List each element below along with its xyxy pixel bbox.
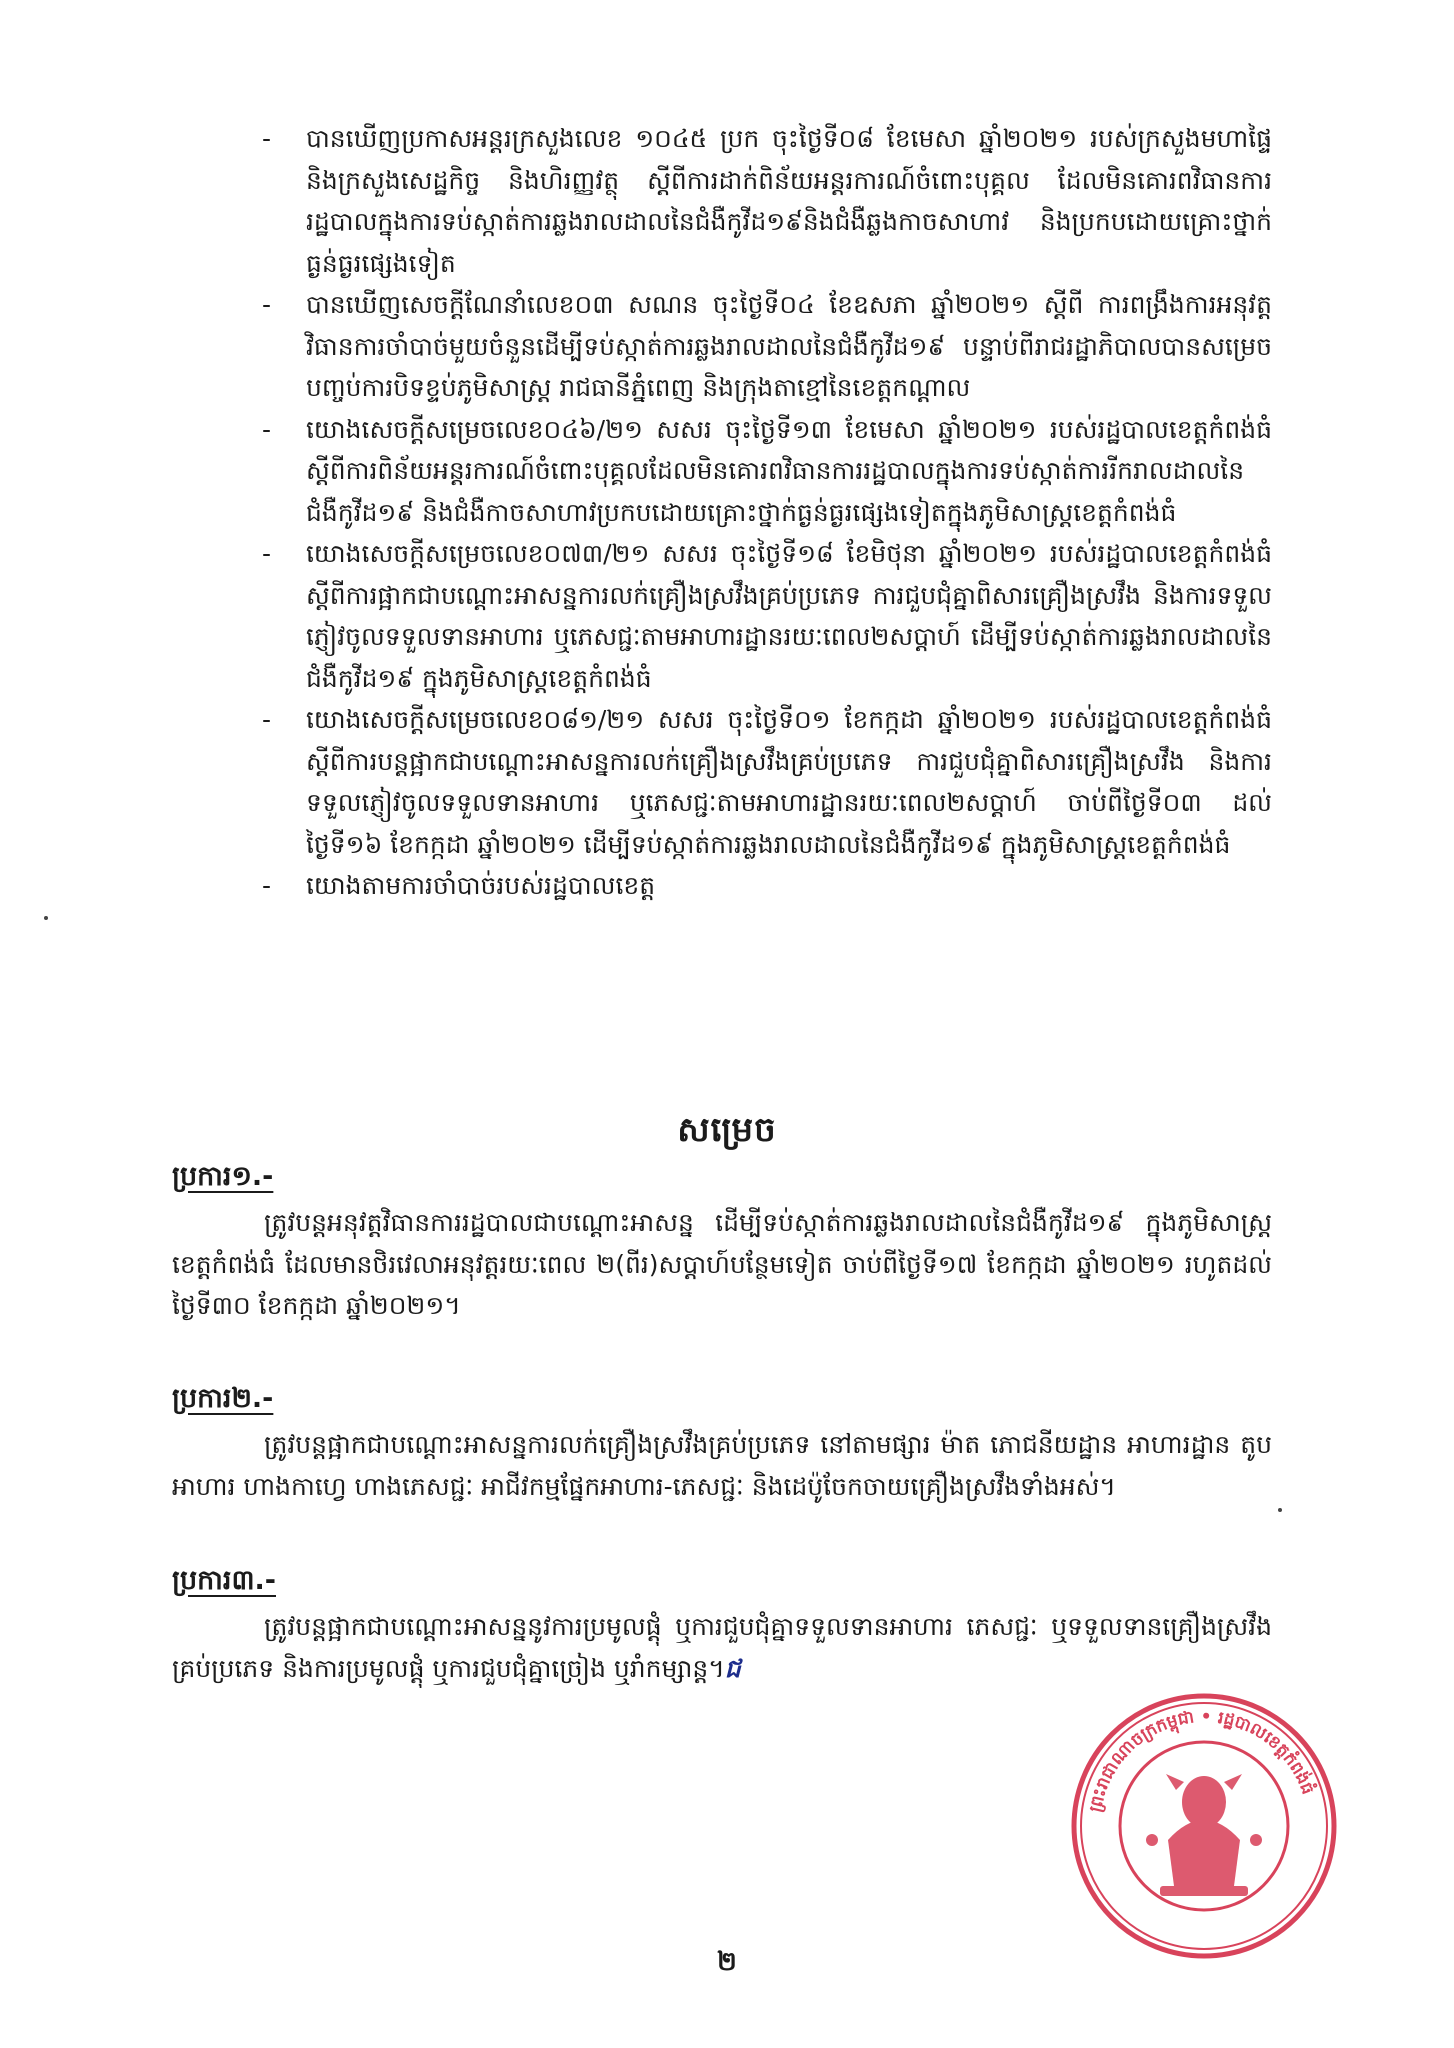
reference-item	[262, 409, 1272, 534]
reference-text: យោងតាមការចាំបាច់របស់រដ្ឋបាលខេត្ត	[306, 871, 656, 900]
seal-ring-text: ព្រះរាជាណាចក្រកម្ពុជា • រដ្ឋបាលខេត្តកំពង់ធំ	[1085, 1706, 1318, 1815]
reference-text: បានឃើញប្រកាសអន្តរក្រសួងលេខ ១០៤៥ ប្រក ចុះថ្ងៃទី០៨ ខែមេសា ឆ្នាំ២០២១ របស់ក្រសួងមហាផ្ទៃ និងក្រសួងសេដ្ឋកិច្ច និងហិរញ្ញវត្ថុ ស្តីពីការដាក់ពិន័យអន្តរការណ៍ចំពោះបុគ្គល ដែលមិនគោរពវិធានការរដ្ឋបាលក្នុងការទប់ស្កាត់ការឆ្លងរាលដាលនៃជំងឺកូវីដ១៩និងជំងឺឆ្លងកាចសាហាវ និងប្រកបដោយគ្រោះថ្នាក់ធ្ងន់ធ្ងរផ្សេងទៀត	[306, 124, 1272, 278]
article-2-body: ត្រូវបន្តផ្អាកជាបណ្តោះអាសន្នការលក់គ្រឿងស្រវឹងគ្រប់ប្រភេទ នៅតាមផ្សារ ម៉ាត ភោជនីយដ្ឋាន អាហារដ្ឋាន តូបអាហារ ហាងកាហ្វេ ហាងភេសជ្ជៈ អាជីវកម្មផ្នែកអាហារ-ភេសជ្ជៈ និងដេប៉ូចែកចាយគ្រឿងស្រវឹងទាំងអស់។	[172, 1430, 1272, 1501]
article-3-text: ត្រូវបន្តផ្អាកជាបណ្តោះអាសន្ននូវការប្រមូលផ្តុំ ឬការជួបជុំគ្នាទទួលទានអាហារ ភេសជ្ជៈ ឬទទួលទានគ្រឿងស្រវឹងគ្រប់ប្រភេទ និងការប្រមូលផ្តុំ ឬការជួបជុំគ្នាច្រៀង ឬរាំកម្សាន្ត។	[172, 1612, 1272, 1683]
bullet-dash: -	[262, 414, 272, 444]
bullet-dash: -	[262, 290, 272, 319]
page-number: ២	[717, 1947, 737, 1977]
handwritten-initial: ជ	[724, 1653, 741, 1683]
reference-item	[262, 533, 1272, 699]
bullet-dash: -	[262, 871, 272, 900]
reference-item	[262, 865, 1272, 907]
reference-item	[262, 118, 1272, 284]
bullet-dash: -	[262, 124, 272, 153]
bullet-dash: -	[262, 705, 272, 734]
decision-heading: សម្រេច	[677, 1110, 777, 1150]
reference-text: យោងសេចក្តីសម្រេចលេខ០៨១/២១ សសរ ចុះថ្ងៃទី០១ ខែកក្កដា ឆ្នាំ២០២១ របស់រដ្ឋបាលខេត្តកំពង់ធំ ស្តីពីការបន្តផ្អាកជាបណ្តោះអាសន្នការលក់គ្រឿងស្រវឹងគ្រប់ប្រភេទ ការជួបជុំគ្នាពិសារគ្រឿងស្រវឹង និងការទទួលភ្ញៀវចូលទទួលទានអាហារ ឬភេសជ្ជៈតាមអាហារដ្ឋានរយៈពេល២សប្តាហ៍ ចាប់ពីថ្ងៃទី០៣ ដល់ថ្ងៃទី១៦ ខែកក្កដា ឆ្នាំ២០២១ ដើម្បីទប់ស្កាត់ការឆ្លងរាលដាលនៃជំងឺកូវីដ១៩ ក្នុងភូមិសាស្ត្រខេត្តកំពង់ធំ	[306, 705, 1272, 859]
article-3-title: ប្រការ៣.-	[172, 1565, 276, 1596]
article-1-body: ត្រូវបន្តអនុវត្តវិធានការរដ្ឋបាលជាបណ្តោះអាសន្ន ដើម្បីទប់ស្កាត់ការឆ្លងរាលដាលនៃជំងឺកូវីដ១៩ ក្នុងភូមិសាស្ត្រខេត្តកំពង់ធំ ដែលមានថិរវេលាអនុវត្តរយៈពេល ២(ពីរ)សប្តាហ៍បន្ថែមទៀត ចាប់ពីថ្ងៃទី១៧ ខែកក្កដា ឆ្នាំ២០២១ រហូតដល់ថ្ងៃទី៣០ ខែកក្កដា ឆ្នាំ២០២១។	[172, 1208, 1272, 1320]
article-2-title: ប្រការ២.-	[172, 1383, 274, 1414]
article-3-body	[172, 1606, 1272, 1689]
scan-speck	[1278, 1508, 1282, 1512]
reference-text: បានឃើញសេចក្តីណែនាំលេខ០៣ សណន ចុះថ្ងៃទី០៤ ខែឧសភា ឆ្នាំ២០២១ ស្តីពី ការពង្រឹងការអនុវត្តវិធានការចាំបាច់មួយចំនួនដើម្បីទប់ស្កាត់ការឆ្លងរាលដាលនៃជំងឺកូវីដ១៩ បន្ទាប់ពីរាជរដ្ឋាភិបាលបានសម្រេចបញ្ចប់ការបិទខ្ទប់ភូមិសាស្ត្រ រាជធានីភ្នំពេញ និងក្រុងតាខ្មៅនៃខេត្តកណ្តាល	[306, 290, 1272, 402]
seal-emblem-icon	[1146, 1774, 1262, 1896]
official-seal-stamp	[1068, 1690, 1340, 1962]
reference-item	[262, 284, 1272, 409]
reference-text: យោងសេចក្តីសម្រេចលេខ០៤៦/២១ សសរ ចុះថ្ងៃទី១៣ ខែមេសា ឆ្នាំ២០២១ របស់រដ្ឋបាលខេត្តកំពង់ធំ ស្តីពីការពិន័យអន្តរការណ៍ចំពោះបុគ្គលដែលមិនគោរពវិធានការរដ្ឋបាលក្នុងការទប់ស្កាត់ការរីករាលដាលនៃជំងឺកូវីដ១៩ និងជំងឺកាចសាហាវប្រកបដោយគ្រោះថ្នាក់ធ្ងន់ធ្ងរផ្សេងទៀតក្នុងភូមិសាស្ត្រខេត្តកំពង់ធំ	[306, 414, 1272, 527]
reference-list	[262, 118, 1272, 907]
reference-text: យោងសេចក្តីសម្រេចលេខ០៧៣/២១ សសរ ចុះថ្ងៃទី១៨ ខែមិថុនា ឆ្នាំ២០២១ របស់រដ្ឋបាលខេត្តកំពង់ធំ ស្តីពីការផ្អាកជាបណ្តោះអាសន្នការលក់គ្រឿងស្រវឹងគ្រប់ប្រភេទ ការជួបជុំគ្នាពិសារគ្រឿងស្រវឹង និងការទទួលភ្ញៀវចូលទទួលទានអាហារ ឬភេសជ្ជៈតាមអាហារដ្ឋានរយៈពេល២សប្តាហ៍ ដើម្បីទប់ស្កាត់ការឆ្លងរាលដាលនៃជំងឺកូវីដ១៩ ក្នុងភូមិសាស្ត្រខេត្តកំពង់ធំ	[306, 539, 1272, 693]
scan-speck	[44, 916, 48, 920]
article-1-title: ប្រការ១.-	[172, 1161, 274, 1192]
reference-item	[262, 699, 1272, 865]
bullet-dash: -	[262, 539, 272, 568]
